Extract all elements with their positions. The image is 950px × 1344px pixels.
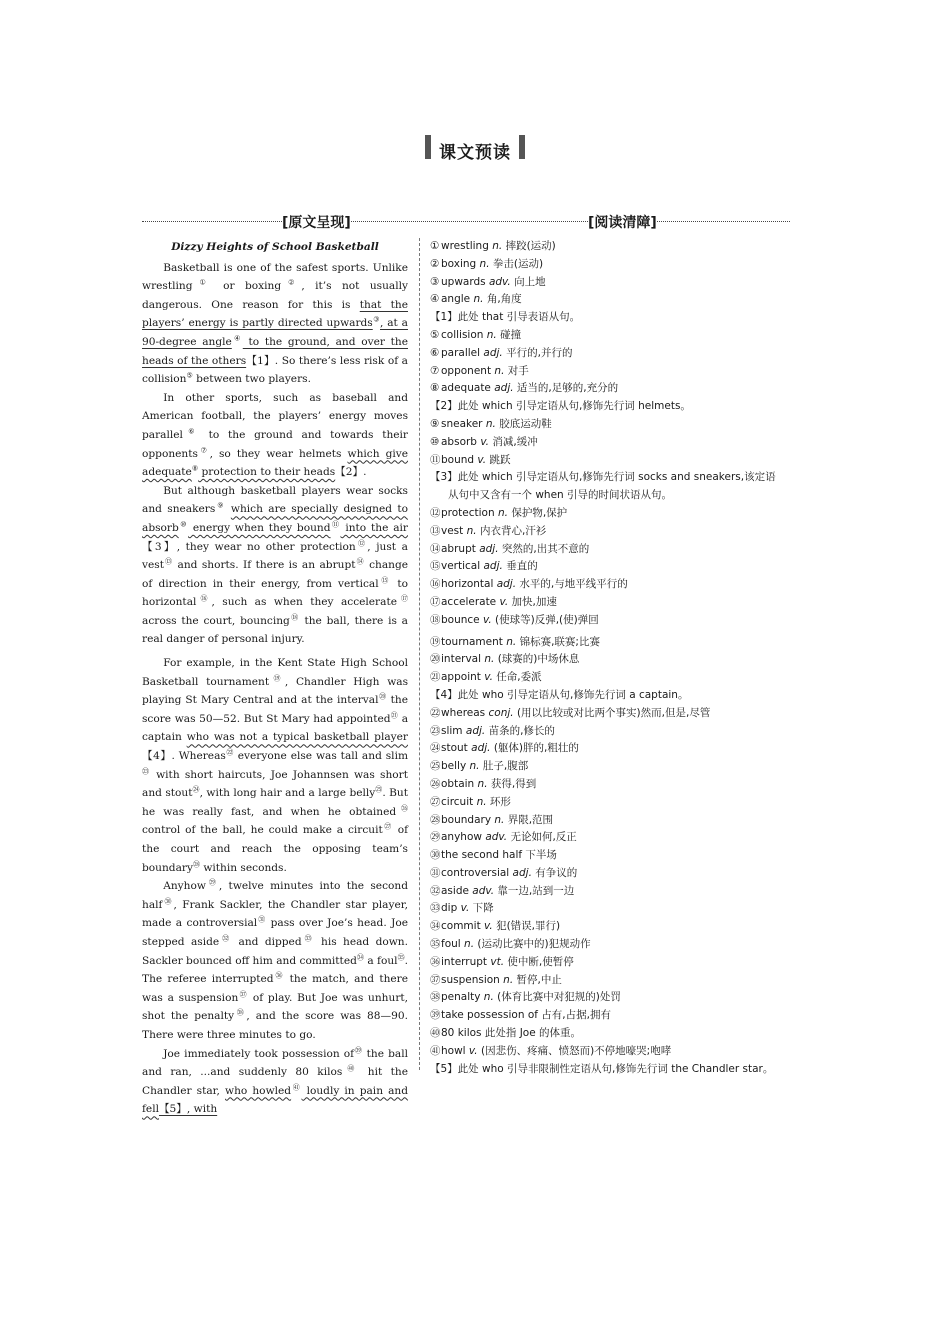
entry-number: ⑨ bbox=[430, 417, 440, 430]
underlined-clause: which give adequate bbox=[142, 447, 408, 479]
entry-definition: 使中断,使暂停 bbox=[504, 955, 574, 968]
entry-definition: 界限,范围 bbox=[504, 813, 554, 826]
underlined-clause: which are specially designed to absorb bbox=[142, 503, 408, 534]
entry-pos: n. bbox=[476, 257, 490, 270]
glossary-entry bbox=[430, 883, 805, 901]
entry-number: ⑩ bbox=[430, 435, 440, 448]
entry-definition: 下降 bbox=[469, 902, 494, 915]
entry-definition: 无论如何,反正 bbox=[507, 831, 577, 844]
glossary-entry bbox=[430, 505, 805, 523]
entry-definition: 角,角度 bbox=[483, 293, 522, 306]
entry-pos: adj. bbox=[480, 346, 503, 359]
entry-number: ㉔ bbox=[430, 742, 441, 755]
entry-pos: n. bbox=[474, 777, 488, 790]
entry-number: ㉞ bbox=[430, 920, 441, 933]
glossary-entry bbox=[430, 723, 805, 741]
glossary-entry bbox=[430, 900, 805, 918]
entry-definition: 犯(错误,罪行) bbox=[492, 920, 561, 933]
entry-word: boundary bbox=[441, 813, 492, 826]
entry-number: ⑲ bbox=[430, 635, 441, 648]
entry-word: accelerate bbox=[441, 595, 497, 608]
entry-word: interval bbox=[441, 653, 482, 666]
entry-word: vertical bbox=[441, 560, 481, 573]
footnote-marker: ㊴ bbox=[354, 1046, 363, 1054]
page-title: 课文预读 bbox=[429, 138, 521, 163]
footnote-marker: ㉕ bbox=[375, 785, 383, 794]
entry-pos: vt. bbox=[487, 955, 505, 968]
entry-pos: conj. bbox=[485, 706, 514, 719]
entry-number: ⑥ bbox=[430, 346, 440, 359]
entry-number: ⑦ bbox=[430, 364, 440, 377]
entry-definition: 向上地 bbox=[510, 275, 546, 288]
entry-pos: n. bbox=[483, 328, 497, 341]
section-label-notes: [阅读清障] bbox=[588, 212, 657, 232]
glossary-entry bbox=[430, 416, 805, 434]
entry-definition: 对手 bbox=[504, 364, 529, 377]
glossary-entry bbox=[430, 576, 805, 594]
entry-word: vest bbox=[441, 524, 464, 537]
section-header-bar bbox=[142, 212, 798, 230]
footnote-marker: ① bbox=[192, 278, 213, 287]
footnote-marker: ㉜ bbox=[219, 934, 233, 943]
entry-word: penalty bbox=[441, 991, 481, 1004]
entry-number: ㉚ bbox=[430, 849, 441, 862]
glossary-entry bbox=[430, 238, 805, 256]
footnote-marker: ② bbox=[281, 278, 302, 287]
glossary-entry bbox=[430, 634, 805, 652]
glossary-entry bbox=[430, 989, 805, 1007]
entry-pos: v. bbox=[457, 902, 470, 915]
article-paragraph: In other sports, such as baseball and American football, the players’ energy moves parallel⑥ to the ground and towards their opponents⑦, so they wear helmets which give adequate⑧ protection to their heads【2】. bbox=[142, 391, 408, 479]
entry-number: ⑪ bbox=[430, 453, 441, 466]
entry-pos: adj. bbox=[493, 578, 517, 591]
entry-number: ㉜ bbox=[430, 884, 441, 897]
entry-word: commit bbox=[441, 920, 481, 933]
entry-pos: adj. bbox=[467, 742, 491, 755]
footnote-marker: ⑯ bbox=[196, 594, 212, 603]
entry-word: obtain bbox=[441, 777, 475, 790]
entry-number: ③ bbox=[430, 275, 440, 288]
entry-number: ② bbox=[430, 257, 440, 270]
underlined-clause: that the players’ energy is partly directed upwards bbox=[142, 298, 408, 330]
footnote-marker: ④ bbox=[231, 334, 243, 343]
entry-pos: v. bbox=[480, 920, 493, 933]
entry-definition: 苗条的,修长的 bbox=[485, 724, 555, 737]
entry-word: howl bbox=[441, 1044, 466, 1057]
entry-pos: n. bbox=[488, 240, 503, 252]
entry-definition: (运动比赛中的)犯规动作 bbox=[474, 938, 591, 951]
footnote-marker: ⑱ bbox=[289, 613, 300, 622]
entry-number: ⑬ bbox=[430, 524, 441, 537]
entry-definition: 碰撞 bbox=[496, 328, 522, 341]
footnote-marker: ⑤ bbox=[186, 371, 193, 380]
glossary-entry bbox=[430, 558, 805, 576]
article-column bbox=[142, 238, 408, 1119]
glossary-entry bbox=[430, 1025, 805, 1043]
entry-pos: v. bbox=[496, 595, 509, 608]
entry-definition: 水平的,与地平线平行的 bbox=[516, 578, 628, 591]
entry-definition: (体育比赛中对犯规的)处罚 bbox=[493, 991, 621, 1004]
footnote-marker: ㊵ bbox=[342, 1064, 360, 1073]
article-paragraph: Joe immediately took possession $of^㊴$ the ball and ran, ...and suddenly 80 kilos$^㊵$ hit the Chandler star, who howled$^㊶$ loudly in pain and fell【5】, with bbox=[142, 1046, 409, 1116]
entry-pos: n. bbox=[473, 795, 487, 808]
entry-word: whereas bbox=[441, 706, 486, 719]
entry-pos: n. bbox=[482, 417, 496, 430]
entry-number: ⑧ bbox=[430, 382, 440, 395]
entry-pos: n. bbox=[480, 991, 494, 1004]
footnote-marker: ㊳ bbox=[234, 1008, 247, 1017]
glossary-column bbox=[430, 238, 805, 1078]
glossary-entry bbox=[430, 865, 805, 883]
entry-definition: (躯体)胖的,粗壮的 bbox=[490, 742, 579, 755]
entry-definition: 跳跃 bbox=[486, 453, 511, 466]
entry-word: stout bbox=[441, 742, 468, 755]
article-paragraph: For example, in the Kent State High School Basketball tournament⑲, Chandler High was playing St Mary Central and at the interval⑳ the score was 50—52. But St Mary had appointed$^㉑$ a captain who was not a typical basketball player【4】. Whereas$^㉒$ everyone else was tall and slim$^㉓$ with short haircuts, Joe Johannsen was short and stout$^㉔$, with long hair and a large belly$^㉕$. But he was really fast, and when he obtained$^㉖$ control of the ball, he could make a circuit$^㉗$ of the court and reach the opposing team’s boundary$^㉘$ within seconds. bbox=[142, 657, 409, 874]
entry-number: ⑳ bbox=[430, 653, 441, 666]
footnote-marker: ㉟ bbox=[397, 953, 405, 962]
column-divider bbox=[419, 238, 420, 1070]
glossary-entry bbox=[430, 612, 805, 630]
footnote-marker: ㉗ bbox=[382, 822, 393, 831]
entry-number: ㉖ bbox=[430, 777, 441, 790]
glossary-entry bbox=[430, 594, 805, 612]
entry-pos: adv. bbox=[485, 275, 511, 288]
glossary-entry bbox=[430, 541, 805, 559]
glossary-entry bbox=[430, 256, 805, 274]
grammar-note: 【5】此处 who 引导非限制性定语从句,修饰先行词 the Chandler star。 bbox=[430, 1062, 774, 1075]
entry-number: ⑱ bbox=[430, 613, 441, 626]
article-title: Dizzy Heights of School Basketball bbox=[171, 241, 379, 253]
footnote-marker: ㉓ bbox=[142, 767, 151, 776]
entry-pos: n. bbox=[491, 364, 505, 377]
entry-definition: (因悲伤、疼痛、愤怒而)不停地嚎哭;咆哮 bbox=[477, 1044, 672, 1057]
glossary-entry bbox=[430, 452, 805, 470]
entry-pos: n. bbox=[466, 760, 480, 773]
glossary-entry bbox=[430, 829, 805, 847]
glossary-entry bbox=[430, 523, 805, 541]
entry-word: absorb bbox=[441, 435, 477, 448]
entry-definition: 此处指 Joe 的体重。 bbox=[481, 1027, 582, 1040]
entry-number: ㉘ bbox=[430, 813, 441, 826]
article-paragraph: Basketball is one of the safest sports. Unlike wrestling① or boxing②, it’s not usually dangerous. One reason for this is that the players’ energy is partly directed upwards③, at a 90-degree angle④ to the ground, and over the heads of the others【1】. So there’s less risk of a collision⑤ between two players. bbox=[142, 261, 408, 386]
entry-definition: 获得,得到 bbox=[487, 777, 537, 790]
entry-definition: 任命,委派 bbox=[492, 671, 542, 684]
footnote-marker: ⑥ bbox=[182, 427, 200, 436]
entry-number: ㉒ bbox=[430, 706, 441, 719]
entry-definition: 锦标赛,联赛;比赛 bbox=[516, 635, 600, 648]
entry-word: collision bbox=[441, 328, 484, 341]
footnote-marker: ⑨ bbox=[215, 501, 226, 510]
entry-word: sneaker bbox=[441, 417, 483, 430]
footnote-marker: ㉛ bbox=[257, 915, 267, 924]
underlined-clause: protection to their heads bbox=[198, 466, 336, 479]
entry-pos: n. bbox=[491, 813, 505, 826]
entry-definition: 占有,占据,拥有 bbox=[537, 1009, 611, 1022]
entry-definition: 肚子,腹部 bbox=[479, 760, 529, 773]
section-label-original: [原文呈现] bbox=[282, 212, 351, 232]
entry-definition: 暂停,中止 bbox=[513, 973, 562, 986]
underlined-clause: 【5】, with bbox=[158, 1103, 218, 1116]
glossary-entry bbox=[430, 705, 805, 723]
footnote-marker: ㉖ bbox=[396, 804, 409, 813]
footnote-marker: ⑬ bbox=[163, 557, 174, 566]
header bbox=[0, 138, 950, 163]
entry-pos: n. bbox=[463, 524, 477, 537]
entry-definition: 拳击(运动) bbox=[489, 257, 544, 270]
entry-word: anyhow bbox=[441, 831, 482, 844]
entry-word: opponent bbox=[441, 364, 492, 377]
entry-word: the second half bbox=[441, 849, 523, 862]
entry-number: ⑰ bbox=[430, 595, 441, 608]
entry-word: boxing bbox=[441, 257, 477, 270]
footnote-marker: ③ bbox=[372, 315, 380, 324]
entry-definition: 有争议的 bbox=[531, 866, 578, 879]
footnote-marker: ㊲ bbox=[238, 990, 249, 999]
entry-word: upwards bbox=[441, 275, 486, 288]
grammar-note: 【1】此处 that 引导表语从句。 bbox=[430, 311, 581, 324]
footnote-marker: ⑲ bbox=[269, 674, 285, 683]
entry-pos: n. bbox=[494, 506, 508, 519]
entry-definition: 胶底运动鞋 bbox=[495, 417, 552, 430]
entry-word: tournament bbox=[441, 635, 503, 648]
glossary-entry bbox=[430, 776, 805, 794]
underlined-clause: to the ground, and over the heads of the others bbox=[142, 335, 408, 367]
grammar-note: 【4】此处 who 引导定语从句,修饰先行词 a captain。 bbox=[430, 688, 689, 701]
entry-number: ㉛ bbox=[430, 866, 441, 879]
entry-definition: 平行的,并行的 bbox=[502, 346, 573, 359]
entry-pos: n. bbox=[481, 653, 495, 666]
underlined-clause: , at a 90-degree angle bbox=[142, 317, 408, 348]
glossary-entry bbox=[430, 740, 805, 758]
entry-pos: adj. bbox=[480, 560, 503, 573]
entry-number: ⑤ bbox=[430, 328, 440, 341]
entry-word: suspension bbox=[441, 973, 500, 986]
entry-pos: n. bbox=[499, 973, 514, 986]
footnote-marker: ㉞ bbox=[356, 953, 364, 962]
footnote-marker: ㉑ bbox=[390, 711, 399, 720]
footnote-marker: ⑦ bbox=[197, 446, 210, 454]
footnote-marker: ⑧ bbox=[191, 464, 199, 473]
article-paragraph: But although basketball players wear socks and sneakers⑨ which are specially designed to absorb⑩ energy when they bound⑪ into the air【3】, they wear no other protection⑫, just a vest⑬ and shorts. If there is an abrupt⑭ change of direction in their energy, from vertical⑮ to horizontal⑯, such as when they accelerate⑰ across the court, bouncing⑱ the ball, there is a real danger of personal injury. bbox=[142, 484, 409, 646]
entry-pos: v. bbox=[479, 613, 492, 626]
entry-number: ⑫ bbox=[430, 506, 441, 519]
entry-pos: v. bbox=[476, 435, 490, 448]
glossary-entry bbox=[430, 1007, 805, 1025]
entry-pos: n. bbox=[460, 938, 475, 951]
entry-pos: v. bbox=[474, 453, 487, 466]
glossary-entry bbox=[430, 274, 805, 292]
entry-definition: 内衣背心,汗衫 bbox=[476, 524, 547, 537]
entry-word: aside bbox=[441, 884, 469, 897]
glossary-entry bbox=[430, 954, 805, 972]
entry-number: ㉑ bbox=[430, 671, 441, 684]
footnote-marker: ㉔ bbox=[192, 785, 200, 794]
footnote-marker: ㉙ bbox=[205, 878, 219, 887]
entry-number: ㊴ bbox=[430, 1009, 441, 1022]
glossary-entry bbox=[430, 918, 805, 936]
entry-definition: 保护物,保护 bbox=[507, 506, 568, 519]
glossary-entry bbox=[430, 1043, 805, 1061]
entry-definition: 消减,缓冲 bbox=[489, 435, 538, 448]
footnote-marker: ⑭ bbox=[355, 557, 365, 566]
entry-definition: (使球等)反弹,(使)弹回 bbox=[491, 613, 599, 626]
glossary-entry bbox=[430, 669, 805, 687]
entry-word: abrupt bbox=[441, 542, 476, 555]
entry-word: slim bbox=[441, 724, 463, 737]
footnote-marker: ⑪ bbox=[330, 520, 341, 529]
entry-number: ⑯ bbox=[430, 578, 441, 591]
glossary-entry bbox=[430, 847, 805, 865]
footnote-marker: ㉒ bbox=[225, 748, 234, 757]
entry-pos: adv. bbox=[481, 831, 508, 844]
entry-number: ㉙ bbox=[430, 831, 441, 844]
footnote-marker: ⑰ bbox=[396, 594, 409, 603]
entry-definition: 垂直的 bbox=[502, 560, 538, 573]
entry-word: 80 kilos bbox=[441, 1027, 482, 1040]
entry-number: ⑭ bbox=[430, 542, 441, 555]
entry-word: bound bbox=[441, 453, 475, 466]
footnote-marker: ㉝ bbox=[301, 934, 315, 943]
footnote-marker: ⑮ bbox=[378, 576, 392, 585]
entry-word: horizontal bbox=[441, 578, 494, 591]
entry-word: wrestling bbox=[441, 240, 489, 252]
entry-definition: (用以比较或对比两个事实)然而,但是,尽管 bbox=[513, 706, 711, 719]
entry-pos: n. bbox=[502, 635, 517, 648]
footnote-marker: ⑳ bbox=[378, 692, 387, 701]
entry-word: protection bbox=[441, 506, 495, 519]
entry-number: ㉓ bbox=[430, 724, 441, 737]
underlined-clause: energy when they bound bbox=[188, 521, 331, 534]
entry-word: dip bbox=[441, 902, 458, 915]
footnote-marker: ㉚ bbox=[162, 897, 174, 906]
entry-word: belly bbox=[441, 760, 467, 773]
glossary-entry bbox=[430, 812, 805, 830]
entry-pos: v. bbox=[480, 671, 493, 684]
glossary-entry bbox=[430, 380, 805, 398]
entry-definition: 靠一边,站到一边 bbox=[494, 884, 575, 897]
glossary-entry bbox=[430, 291, 805, 309]
entry-word: adequate bbox=[441, 382, 491, 395]
footnote-marker: ㊶ bbox=[291, 1083, 302, 1092]
glossary-entry bbox=[430, 327, 805, 345]
entry-pos: adj. bbox=[509, 866, 532, 879]
entry-definition: 环形 bbox=[486, 795, 511, 808]
entry-definition: 下半场 bbox=[522, 849, 557, 862]
glossary-entry bbox=[430, 363, 805, 381]
entry-definition: 加快,加速 bbox=[508, 595, 557, 608]
footnote-marker: ㉘ bbox=[192, 860, 200, 869]
entry-word: angle bbox=[441, 293, 471, 306]
entry-number: ⑮ bbox=[430, 560, 441, 573]
glossary-entry bbox=[430, 972, 805, 990]
entry-number: ㊵ bbox=[430, 1027, 441, 1040]
entry-definition: 突然的,出其不意的 bbox=[498, 542, 590, 555]
entry-pos: adj. bbox=[490, 382, 514, 395]
underlined-clause: into the air bbox=[340, 521, 408, 534]
entry-pos: v. bbox=[465, 1044, 478, 1057]
dotted-rule bbox=[142, 221, 790, 222]
entry-number: ㊲ bbox=[430, 973, 441, 986]
entry-word: bounce bbox=[441, 613, 480, 626]
underlined-clause: who was not a typical basketball player bbox=[186, 731, 408, 744]
footnote-marker: ⑫ bbox=[355, 538, 368, 547]
entry-word: parallel bbox=[441, 346, 481, 359]
entry-word: appoint bbox=[441, 671, 481, 684]
entry-pos: adj. bbox=[462, 724, 486, 737]
entry-pos: n. bbox=[470, 293, 484, 306]
entry-number: ㉕ bbox=[430, 760, 441, 773]
entry-number: ㊱ bbox=[430, 955, 441, 968]
entry-definition: 摔跤(运动) bbox=[502, 240, 556, 252]
entry-definition: 适当的,足够的,充分的 bbox=[513, 382, 619, 395]
entry-number: ① bbox=[430, 240, 440, 252]
footnote-marker: ㊱ bbox=[273, 971, 285, 980]
entry-number: ㉝ bbox=[430, 902, 441, 915]
glossary-entry bbox=[430, 345, 805, 363]
glossary-entry bbox=[430, 794, 805, 812]
underlined-clause: who howled bbox=[225, 1084, 292, 1097]
glossary-entry bbox=[430, 651, 805, 669]
entry-number: ㊳ bbox=[430, 991, 441, 1004]
grammar-note: 【2】此处 which 引导定语从句,修饰先行词 helmets。 bbox=[430, 400, 691, 413]
entry-word: interrupt bbox=[441, 955, 488, 968]
entry-word: circuit bbox=[441, 795, 474, 808]
entry-number: ④ bbox=[430, 293, 440, 306]
entry-word: controversial bbox=[441, 866, 510, 879]
footnote-marker: ⑩ bbox=[178, 520, 189, 529]
glossary-entry bbox=[430, 434, 805, 452]
entry-pos: adv. bbox=[468, 884, 495, 897]
entry-pos: adj. bbox=[475, 542, 499, 555]
entry-word: take possession of bbox=[441, 1009, 538, 1022]
underlined-clause: loudly in pain and fell bbox=[142, 1084, 409, 1116]
article-paragraph: Anyhow$^㉙$, twelve minutes into the second half$^㉚$, Frank Sackler, the Chandler star player, made a controversial$^㉛$ pass over Joe’s head. Joe stepped aside$^㉜$ and dipped$^㉝$ his head down. Sackler bounced off him and committed$^㉞$ a foul$^㉟$. The referee interrupted$^㊱$ the match, and there was a suspension$^㊲$ of play. But Joe was unhurt, shot the penalty$^㊳$, and the score was 88—90. There were three minutes to go. bbox=[142, 878, 409, 1041]
grammar-note: 【3】此处 which 引导定语从句,修饰先行词 socks and sneakers,该定语 从句中又含有一个 when 引导的时间状语从句。 bbox=[430, 471, 776, 502]
entry-definition: (球赛的)中场休息 bbox=[494, 653, 580, 666]
entry-number: ㉗ bbox=[430, 795, 441, 808]
entry-number: ㉟ bbox=[430, 938, 441, 951]
glossary-entry bbox=[430, 758, 805, 776]
entry-word: foul bbox=[441, 938, 461, 951]
glossary-entry bbox=[430, 936, 805, 954]
entry-number: ㊶ bbox=[430, 1044, 441, 1057]
